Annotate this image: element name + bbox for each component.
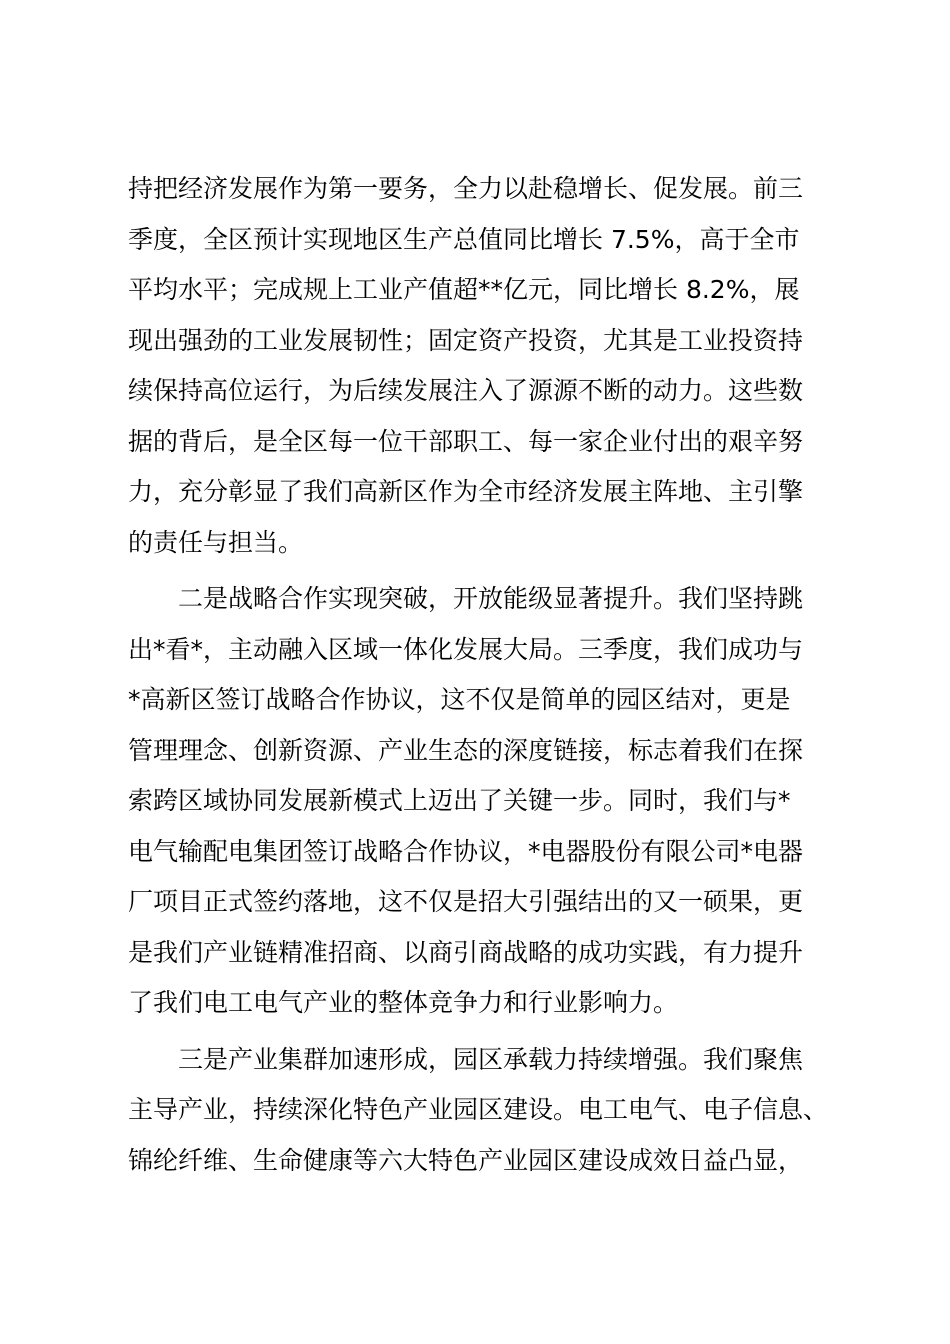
paragraph-line: 三是产业集群加速形成，园区承载力持续增强。我们聚焦: [178, 1044, 804, 1074]
paragraph-industrial-clusters: [128, 1035, 828, 1187]
paragraph-line: 出*看*，主动融入区域一体化发展大局。三季度，我们成功与: [128, 634, 804, 664]
paragraph-line: 是我们产业链精准招商、以商引商战略的成功实践，有力提升: [128, 937, 804, 967]
paragraph-line: 据的背后，是全区每一位干部职工、每一家企业付出的艰辛努: [128, 426, 804, 456]
paragraph-economic-growth: [128, 164, 828, 568]
document-body: [128, 164, 828, 1186]
paragraph-line: 持把经济发展作为第一要务，全力以赴稳增长、促发展。前三: [128, 174, 804, 203]
paragraph-line: 主导产业，持续深化特色产业园区建设。电工电气、电子信息、: [128, 1095, 829, 1124]
paragraph-line: 了我们电工电气产业的整体竞争力和行业影响力。: [128, 988, 679, 1017]
paragraph-line: 二是战略合作实现突破，开放能级显著提升。我们坚持跳: [178, 584, 804, 613]
paragraph-line: 管理理念、创新资源、产业生态的深度链接，标志着我们在探: [128, 735, 804, 765]
paragraph-line: 力，充分彰显了我们高新区作为全市经济发展主阵地、主引擎: [128, 477, 804, 506]
paragraph-line: 续保持高位运行，为后续发展注入了源源不断的动力。这些数: [128, 376, 804, 405]
paragraph-line: 现出强劲的工业发展韧性；固定资产投资，尤其是工业投资持: [128, 325, 804, 355]
paragraph-line: 厂项目正式签约落地，这不仅是招大引强结出的又一硕果，更: [128, 887, 804, 916]
paragraph-line: 季度，全区预计实现地区生产总值同比增长 7.5%，高于全市: [128, 224, 800, 254]
paragraph-strategic-cooperation: [128, 574, 828, 1029]
paragraph-line: 的责任与担当。: [128, 527, 304, 557]
paragraph-line: 电气输配电集团签订战略合作协议，*电器股份有限公司*电器: [128, 836, 804, 866]
paragraph-line: 索跨区域协同发展新模式上迈出了关键一步。同时，我们与*: [128, 786, 791, 815]
paragraph-line: *高新区签订战略合作协议，这不仅是简单的园区结对，更是: [128, 685, 791, 714]
paragraph-line: 锦纶纤维、生命健康等六大特色产业园区建设成效日益凸显，: [128, 1145, 804, 1175]
paragraph-line: 平均水平；完成规上工业产值超**亿元，同比增长 8.2%，展: [128, 275, 800, 304]
